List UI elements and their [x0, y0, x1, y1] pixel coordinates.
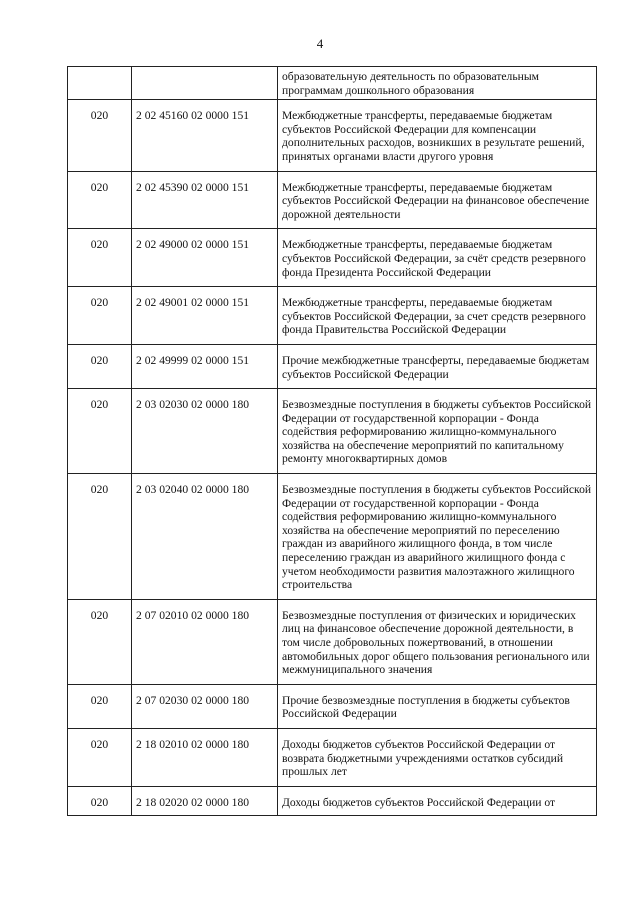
admin-code-cell: 020	[68, 287, 132, 345]
income-name-cell: Безвозмездные поступления от физических и юридических лиц на финансовое обеспечение дорожной деятельности, в том числе добровольных пожертвований, в отношении автомобильных дорог общего пользования регионального или межмуниципального значения	[278, 599, 597, 684]
admin-code-cell: 020	[68, 684, 132, 728]
budget-code-cell: 2 02 49999 02 0000 151	[132, 344, 278, 388]
budget-code-cell: 2 02 49001 02 0000 151	[132, 287, 278, 345]
income-name-cell: Межбюджетные трансферты, передаваемые бюджетам субъектов Российской Федерации, за счёт средств резервного фонда Президента Российской Федерации	[278, 229, 597, 287]
income-name-cell: Доходы бюджетов субъектов Российской Федерации от	[278, 786, 597, 816]
income-name-cell: Безвозмездные поступления в бюджеты субъектов Российской Федерации от государственной корпорации - Фонда содействия реформированию жилищно-коммунального хозяйства на обеспечение мероприятий по капитальному ремонту многоквартирных домов	[278, 389, 597, 474]
table-row	[68, 599, 597, 684]
admin-code-cell: 020	[68, 389, 132, 474]
admin-code-cell	[68, 67, 132, 100]
admin-code-cell: 020	[68, 344, 132, 388]
admin-code-cell: 020	[68, 100, 132, 171]
table-row	[68, 344, 597, 388]
admin-code-cell: 020	[68, 229, 132, 287]
admin-code-cell: 020	[68, 171, 132, 229]
budget-code-cell: 2 02 49000 02 0000 151	[132, 229, 278, 287]
income-name-cell: образовательную деятельность по образовательным программам дошкольного образования	[278, 67, 597, 100]
income-name-cell: Межбюджетные трансферты, передаваемые бюджетам субъектов Российской Федерации на финансовое обеспечение дорожной деятельности	[278, 171, 597, 229]
budget-classification-table	[67, 66, 597, 816]
table-row	[68, 100, 597, 171]
table-row	[68, 287, 597, 345]
table-row	[68, 67, 597, 100]
admin-code-cell: 020	[68, 786, 132, 816]
budget-code-cell: 2 03 02040 02 0000 180	[132, 474, 278, 600]
income-name-cell: Прочие безвозмездные поступления в бюджеты субъектов Российской Федерации	[278, 684, 597, 728]
income-name-cell: Доходы бюджетов субъектов Российской Федерации от возврата бюджетными учреждениями остатков субсидий прошлых лет	[278, 728, 597, 786]
admin-code-cell: 020	[68, 599, 132, 684]
budget-code-cell: 2 18 02010 02 0000 180	[132, 728, 278, 786]
table-row	[68, 229, 597, 287]
income-name-cell: Прочие межбюджетные трансферты, передаваемые бюджетам субъектов Российской Федерации	[278, 344, 597, 388]
budget-code-cell: 2 02 45390 02 0000 151	[132, 171, 278, 229]
table-row	[68, 171, 597, 229]
table-row	[68, 389, 597, 474]
budget-code-cell: 2 07 02010 02 0000 180	[132, 599, 278, 684]
budget-code-cell: 2 18 02020 02 0000 180	[132, 786, 278, 816]
table-row	[68, 684, 597, 728]
budget-code-cell: 2 02 45160 02 0000 151	[132, 100, 278, 171]
admin-code-cell: 020	[68, 474, 132, 600]
page-number: 4	[316, 36, 324, 51]
budget-code-cell	[132, 67, 278, 100]
table-row	[68, 728, 597, 786]
budget-code-cell: 2 07 02030 02 0000 180	[132, 684, 278, 728]
admin-code-cell: 020	[68, 728, 132, 786]
table-row	[68, 474, 597, 600]
income-name-cell: Межбюджетные трансферты, передаваемые бюджетам субъектов Российской Федерации для компенсации дополнительных расходов, возникших в результате решений, принятых органами власти другого уровня	[278, 100, 597, 171]
budget-code-cell: 2 03 02030 02 0000 180	[132, 389, 278, 474]
income-name-cell: Межбюджетные трансферты, передаваемые бюджетам субъектов Российской Федерации, за счет средств резервного фонда Правительства Российской Федерации	[278, 287, 597, 345]
table-row	[68, 786, 597, 816]
income-name-cell: Безвозмездные поступления в бюджеты субъектов Российской Федерации от государственной корпорации - Фонда содействия реформированию жилищно-коммунального хозяйства на обеспечение мероприятий по переселению граждан из аварийного жилищного фонда, в том числе переселению граждан из аварийного жилищного фонда с учетом необходимости развития малоэтажного жилищного строительства	[278, 474, 597, 600]
